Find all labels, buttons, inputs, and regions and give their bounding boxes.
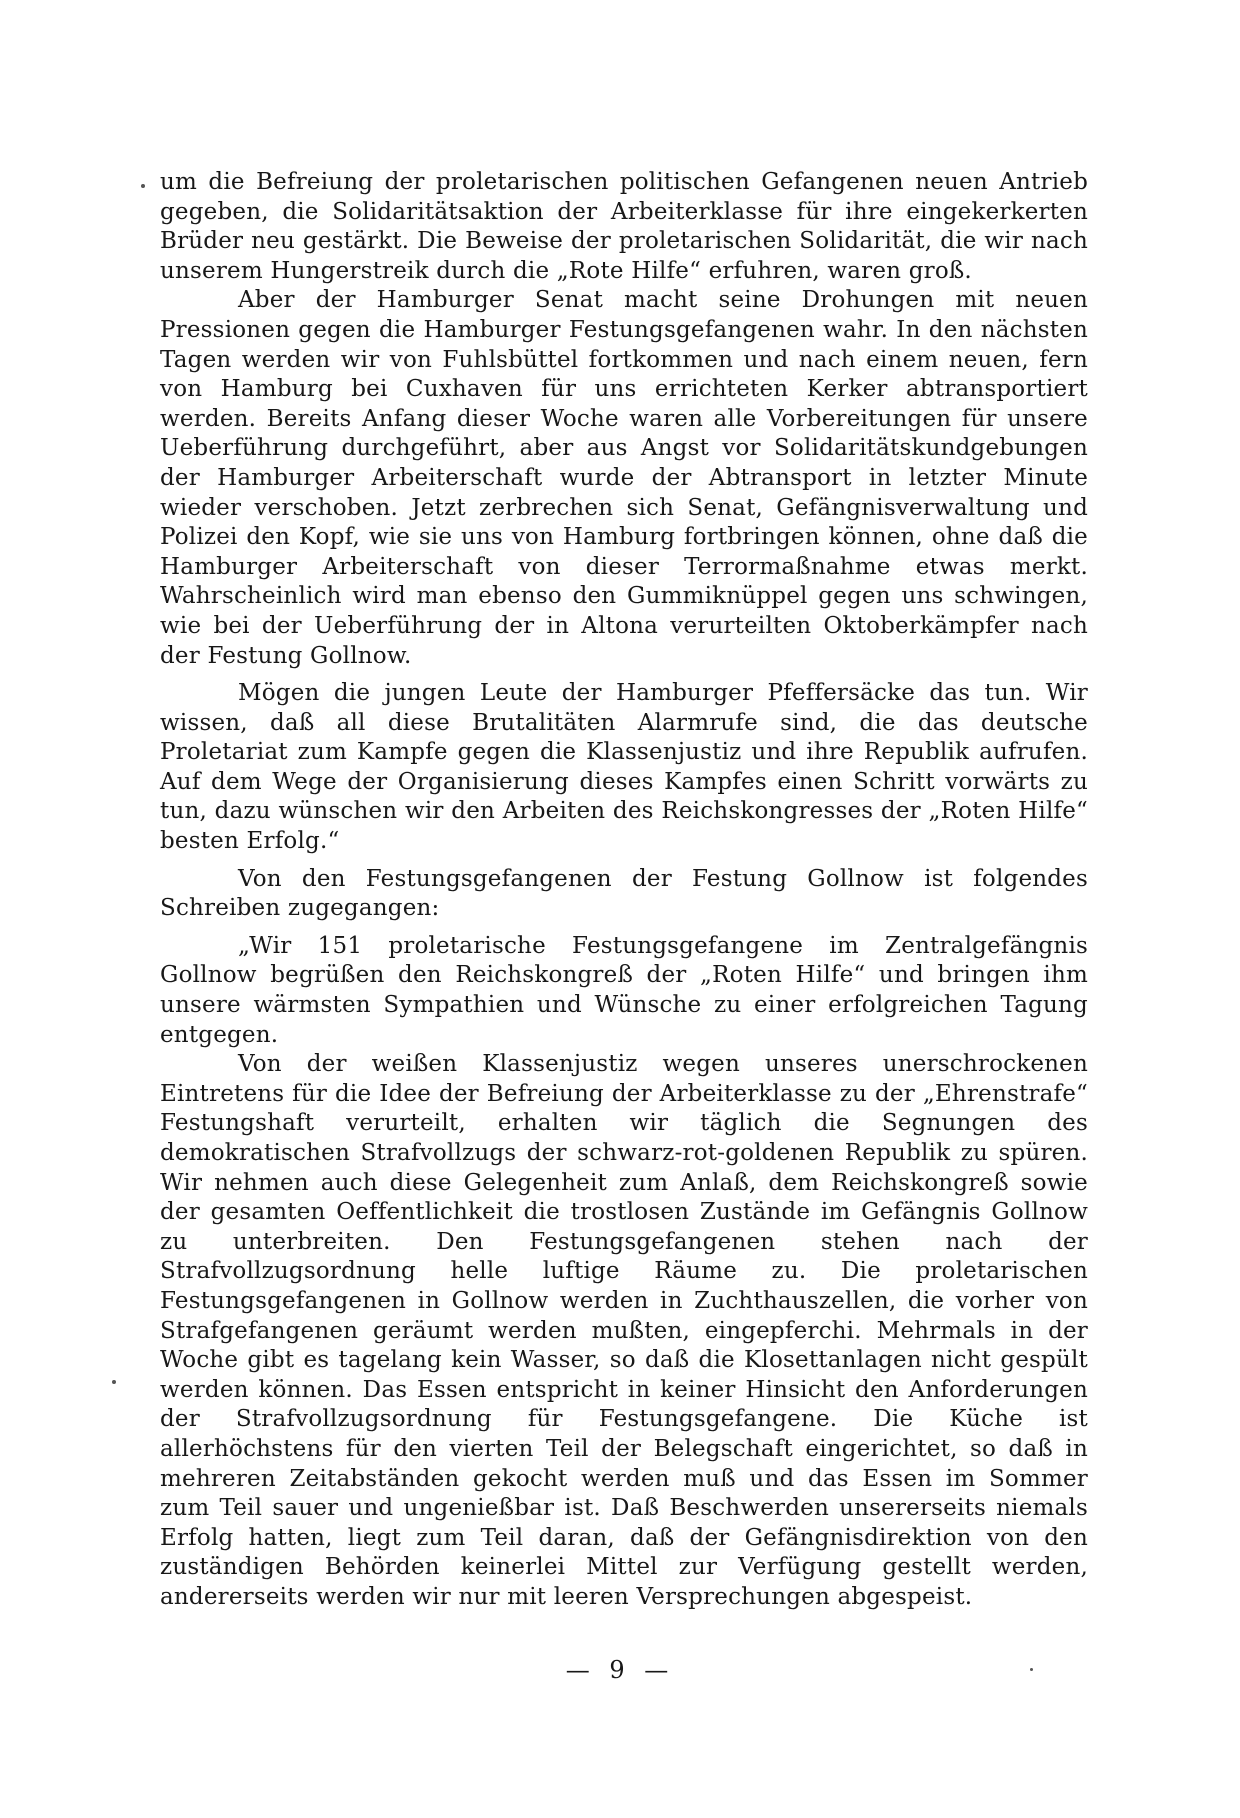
paragraph: um die Befreiung der proletarischen politischen Gefangenen neuen Antrieb gegeben, die Solidaritätsaktion der Arbeiterklasse für ihre eingekerkerten Brüder neu gestärkt. Die Beweise der proletarischen Solidarität, die wir nach unserem Hungerstreik durch die „Rote Hilfe“ erfuhren, waren groß. — [160, 169, 1088, 284]
paragraph: Aber der Hamburger Senat macht seine Drohungen mit neuen Pressionen gegen die Hamburger Festungsgefangenen wahr. In den nächsten Tagen werden wir von Fuhlsbüttel fortkommen und nach einem neuen, fern von Hamburg bei Cuxhaven für uns errichteten Kerker abtransportiert werden. Bereits Anfang dieser Woche waren alle Vorbereitungen für unsere Ueberführung durchgeführt, aber aus Angst vor Solidaritätskundgebungen der Hamburger Arbeiterschaft wurde der Abtransport in letzter Minute wieder verschoben. Jetzt zerbrechen sich Senat, Gefängnisverwaltung und Polizei den Kopf, wie sie uns von Hamburg fortbringen können, ohne daß die Hamburger Arbeiterschaft von dieser Terrormaßnahme etwas merkt. Wahrscheinlich wird man ebenso den Gummiknüppel gegen uns schwingen, wie bei der Ueberführung der in Altona verurteilten Oktoberkämpfer nach der Festung Gollnow. — [160, 287, 1088, 669]
print-speck — [141, 184, 145, 188]
page-number: — 9 — — [565, 1656, 675, 1684]
paragraph: Mögen die jungen Leute der Hamburger Pfeffersäcke das tun. Wir wissen, daß all diese Brutalitäten Alarmrufe sind, die das deutsche Proletariat zum Kampfe gegen die Klassenjustiz und ihre Republik aufrufen. Auf dem Wege der Organisierung dieses Kampfes einen Schritt vorwärts zu tun, dazu wünschen wir den Arbeiten des Reichskongresses der „Roten Hilfe“ besten Erfolg.“ — [160, 680, 1088, 855]
paragraph: Von den Festungsgefangenen der Festung Gollnow ist folgendes Schreiben zugegangen: — [160, 865, 1088, 922]
paragraph: „Wir 151 proletarische Festungsgefangene im Zentralgefängnis Gollnow begrüßen den Reichskongreß der „Roten Hilfe“ und bringen ihm unsere wärmsten Sympathien und Wünsche zu einer erfolgreichen Tagung entgegen. — [160, 932, 1088, 1048]
body-text — [160, 168, 1088, 1613]
print-speck — [112, 1380, 116, 1384]
paragraph: Von der weißen Klassenjustiz wegen unseres unerschrockenen Eintretens für die Idee der Befreiung der Arbeiterklasse zu der „Ehrenstrafe“ Festungshaft verurteilt, erhalten wir täglich die Segnungen des demokratischen Strafvollzugs der schwarz-rot-goldenen Republik zu spüren. Wir nehmen auch diese Gelegenheit zum Anlaß, dem Reichskongreß sowie der gesamten Oeffentlichkeit die trostlosen Zustände im Gefängnis Gollnow zu unterbreiten. Den Festungsgefangenen stehen nach der Strafvollzugsordnung helle luftige Räume zu. Die proletarischen Festungsgefangenen in Gollnow werden in Zuchthauszellen, die vorher von Strafgefangenen geräumt werden mußten, eingepferchi. Mehrmals in der Woche gibt es tagelang kein Wasser, so daß die Klosettanlagen nicht gespült werden können. Das Essen entspricht in keiner Hinsicht den Anforderungen der Strafvollzugsordnung für Festungsgefangene. Die Küche ist allerhöchstens für den vierten Teil der Belegschaft eingerichtet, so daß in mehreren Zeitabständen gekocht werden muß und das Essen im Sommer zum Teil sauer und ungenießbar ist. Daß Beschwerden unsererseits niemals Erfolg hatten, liegt zum Teil daran, daß der Gefängnisdirektion von den zuständigen Behörden keinerlei Mittel zur Verfügung gestellt werden, andererseits werden wir nur mit leeren Versprechungen abgespeist. — [160, 1051, 1088, 1610]
